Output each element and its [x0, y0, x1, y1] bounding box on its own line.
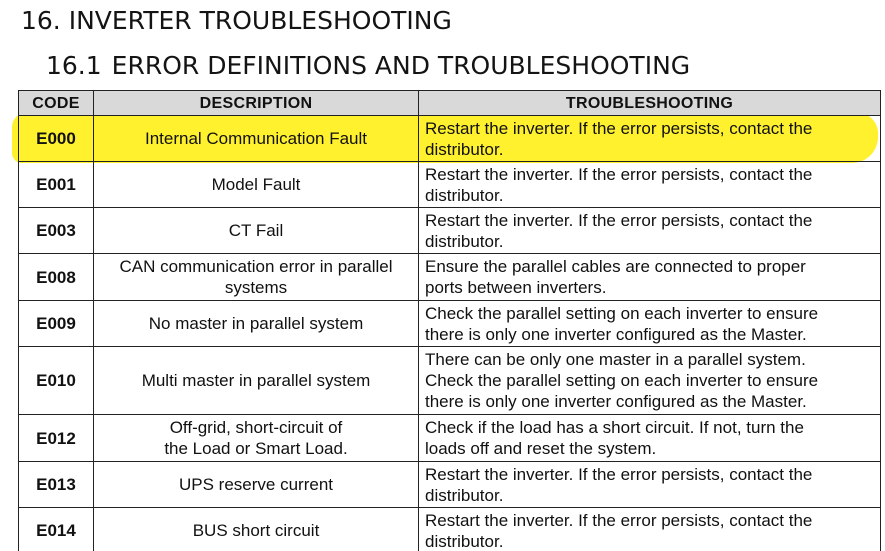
description-line: No master in parallel system [148, 314, 364, 333]
error-description [94, 415, 419, 462]
table-row [19, 254, 881, 301]
troubleshooting-steps [419, 116, 881, 162]
description-column-header: DESCRIPTION [94, 91, 419, 116]
error-table [18, 90, 881, 551]
error-code: E003 [19, 208, 94, 254]
table-row [19, 462, 881, 508]
troubleshooting-line: Restart the inverter. If the error persists, contact the [425, 464, 813, 484]
troubleshooting-line: Restart the inverter. If the error persists, contact the [425, 210, 813, 230]
error-code: E009 [19, 301, 94, 347]
table-row [19, 116, 881, 162]
troubleshooting-line: Restart the inverter. If the error persists, contact the [425, 510, 813, 530]
table-row [19, 208, 881, 254]
troubleshooting-line: distributor. [425, 139, 504, 159]
troubleshooting-line: distributor. [425, 485, 504, 505]
table-row [19, 301, 881, 347]
troubleshooting-line: loads off and reset the system. [425, 439, 657, 458]
troubleshooting-line: Restart the inverter. If the error persists, contact the [425, 118, 813, 138]
troubleshooting-line: ports between inverters. [425, 278, 607, 297]
description-line: Off-grid, short-circuit of [169, 418, 343, 437]
error-description [94, 508, 419, 551]
description-line: Model Fault [211, 175, 301, 194]
troubleshooting-steps [419, 462, 881, 508]
troubleshooting-column-header: TROUBLESHOOTING [419, 91, 881, 116]
table-row [19, 415, 881, 462]
troubleshooting-steps [419, 301, 881, 347]
description-line: BUS short circuit [192, 521, 320, 540]
description-line: the Load or Smart Load. [164, 439, 348, 458]
error-description [94, 301, 419, 347]
troubleshooting-line: Check the parallel setting on each inverter to ensure [425, 371, 819, 390]
description-line: UPS reserve current [179, 475, 333, 494]
error-description [94, 162, 419, 208]
subsection-number: 16.1 [46, 51, 102, 80]
troubleshooting-line: Check the parallel setting on each inverter to ensure [425, 303, 819, 323]
error-code: E000 [19, 116, 94, 162]
table-row [19, 162, 881, 208]
error-description [94, 208, 419, 254]
error-code: E010 [19, 347, 94, 415]
subsection-heading [46, 51, 690, 80]
troubleshooting-line: there is only one inverter configured as the Master. [425, 392, 807, 411]
subsection-title: ERROR DEFINITIONS AND TROUBLESHOOTING [111, 51, 691, 80]
description-line: systems [224, 278, 288, 297]
troubleshooting-line: distributor. [425, 531, 504, 551]
troubleshooting-steps [419, 254, 881, 301]
description-line: CAN communication error in parallel [119, 257, 393, 276]
section-heading: 16. INVERTER TROUBLESHOOTING [21, 6, 452, 35]
error-description [94, 254, 419, 301]
table-row [19, 508, 881, 551]
error-code: E014 [19, 508, 94, 551]
description-line: Multi master in parallel system [141, 371, 371, 390]
error-description [94, 116, 419, 162]
table-row [19, 347, 881, 415]
troubleshooting-line: there is only one inverter configured as the Master. [425, 324, 807, 344]
error-description [94, 347, 419, 415]
error-code: E013 [19, 462, 94, 508]
troubleshooting-steps [419, 508, 881, 551]
error-description [94, 462, 419, 508]
troubleshooting-line: distributor. [425, 231, 504, 251]
description-line: CT Fail [228, 221, 284, 240]
troubleshooting-line: Restart the inverter. If the error persists, contact the [425, 164, 813, 184]
troubleshooting-line: Ensure the parallel cables are connected to proper [425, 257, 806, 276]
troubleshooting-line: distributor. [425, 185, 504, 205]
description-line: Internal Communication Fault [144, 129, 368, 148]
troubleshooting-steps [419, 347, 881, 415]
troubleshooting-line: Check if the load has a short circuit. If not, turn the [425, 418, 804, 437]
table-header-row [19, 91, 881, 116]
troubleshooting-steps [419, 162, 881, 208]
troubleshooting-steps [419, 208, 881, 254]
error-code: E012 [19, 415, 94, 462]
code-column-header: CODE [19, 91, 94, 116]
troubleshooting-steps [419, 415, 881, 462]
error-code: E008 [19, 254, 94, 301]
error-code: E001 [19, 162, 94, 208]
troubleshooting-line: There can be only one master in a parallel system. [425, 350, 806, 369]
